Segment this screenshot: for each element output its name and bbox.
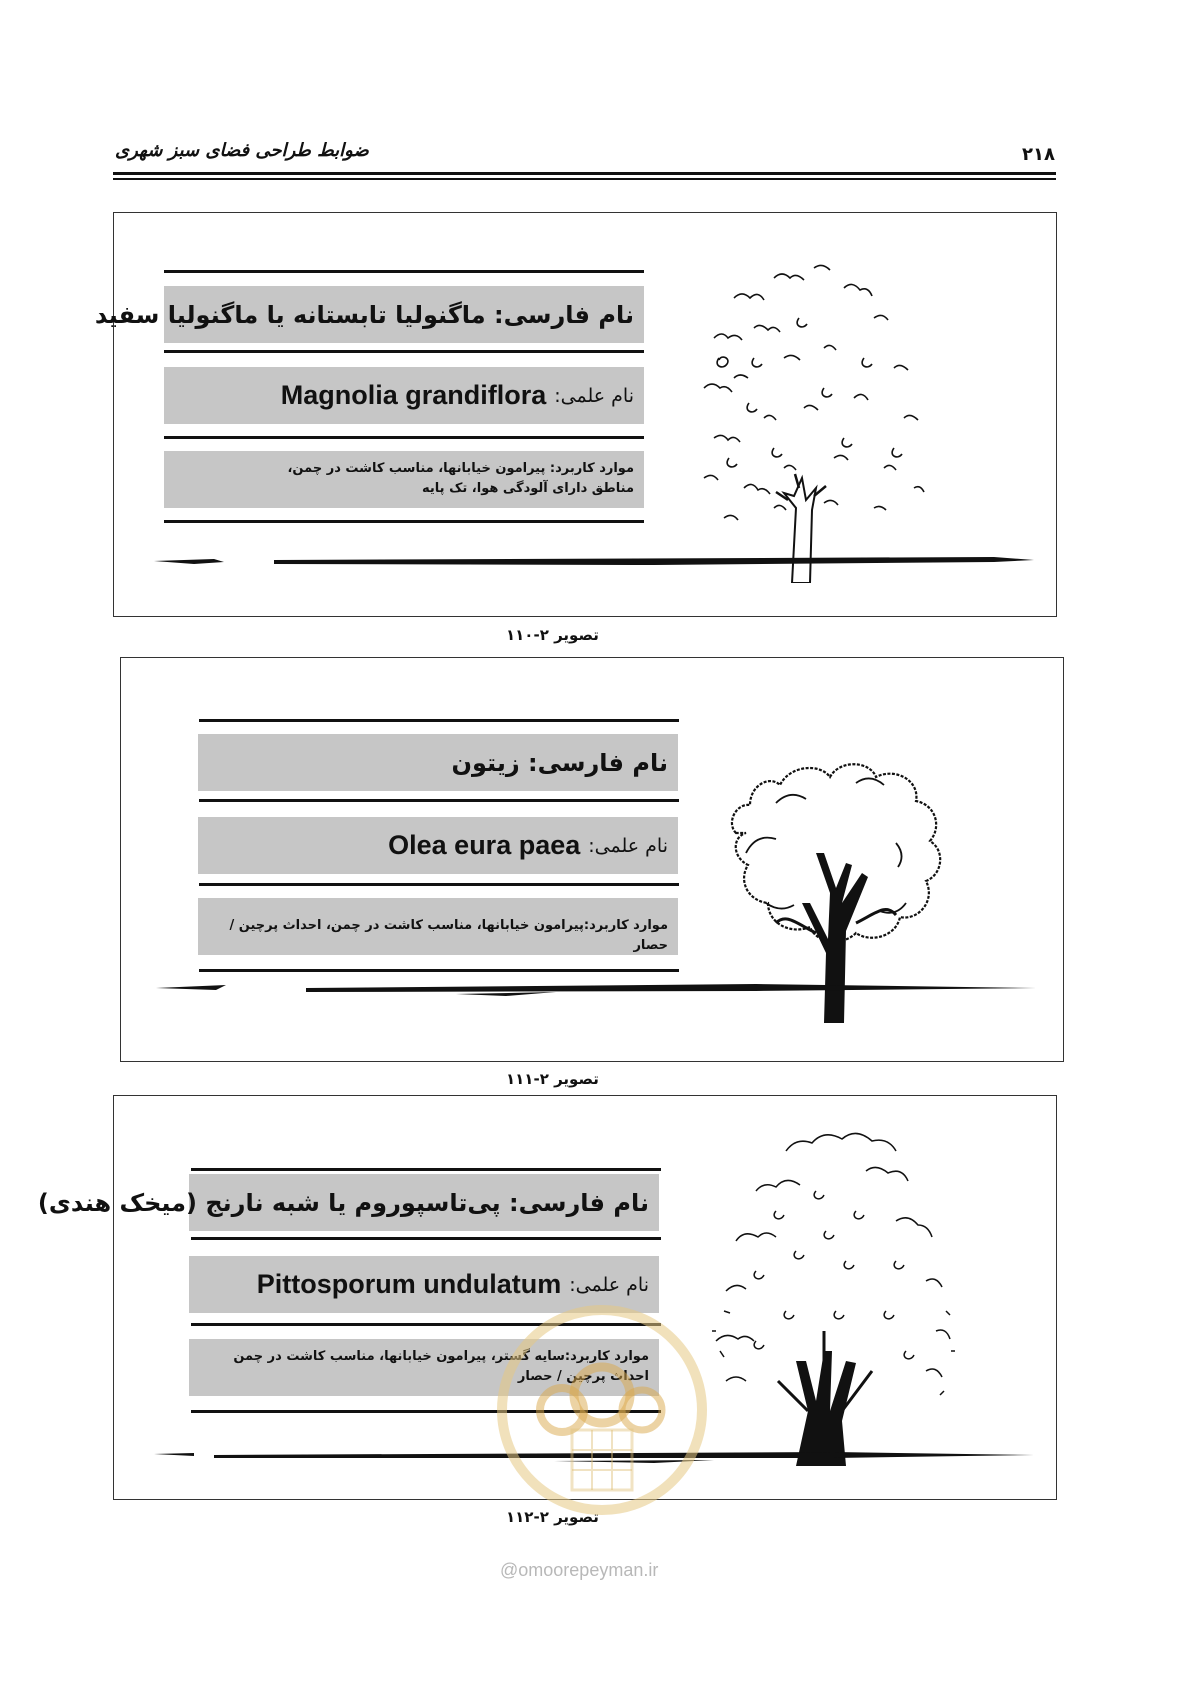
header-rule-thin xyxy=(113,178,1056,180)
header-rule xyxy=(113,172,1056,175)
persian-name-label: نام فارسی: xyxy=(494,300,634,329)
watermark-stamp xyxy=(492,1300,712,1520)
rule xyxy=(199,883,679,886)
magnolia-tree-illustration xyxy=(674,238,944,583)
persian-name-label: نام فارسی: xyxy=(509,1188,649,1217)
pittosporum-tree-illustration xyxy=(696,1111,976,1466)
persian-name-box xyxy=(94,286,644,343)
watermark-url: @omoorepeyman.ir xyxy=(500,1560,659,1580)
usage-box xyxy=(164,451,644,508)
persian-name-value: زیتون xyxy=(451,748,520,777)
usage-line: مناطق دارای آلودگی هوا، تک پایه xyxy=(422,481,634,496)
rule xyxy=(164,436,644,439)
figure-panel-olive xyxy=(120,657,1064,1062)
rule xyxy=(199,799,679,802)
rule xyxy=(199,969,679,972)
olive-tree-illustration xyxy=(706,703,981,1023)
scientific-name-value: Olea eura paea xyxy=(388,830,581,860)
rule xyxy=(191,1168,661,1171)
rule xyxy=(164,270,644,273)
figure-caption: تصویر ۲-۱۱۰ xyxy=(506,626,599,644)
persian-name-value: پی‌تاسپوروم یا شبه نارنج (میخک هندی) xyxy=(37,1188,501,1217)
figure-caption: تصویر ۲-۱۱۱ xyxy=(506,1070,599,1088)
rule xyxy=(164,520,644,523)
running-header-title: ضوابط طراحی فضای سبز شهری xyxy=(115,140,369,161)
usage-line: موارد کاربرد: پیرامون خیابانها، مناسب کاشت در چمن، xyxy=(287,461,634,476)
usage-box xyxy=(198,898,678,955)
scientific-name-label: نام علمی: xyxy=(569,1273,649,1296)
usage-line: احداث پرچین / حصار xyxy=(517,1369,649,1384)
persian-name-label: نام فارسی: xyxy=(528,748,668,777)
persian-name-box xyxy=(198,734,678,791)
scientific-name-box xyxy=(198,817,678,874)
scientific-name-value: Magnolia grandiflora xyxy=(280,380,547,410)
usage-line: موارد کاربرد:سایه گستر، پیرامون خیابانها، مناسب کاشت در چمن xyxy=(233,1349,649,1364)
rule xyxy=(191,1237,661,1240)
scientific-name-value: Pittosporum undulatum xyxy=(256,1269,562,1299)
page-number: ۲۱۸ xyxy=(1022,144,1055,165)
figure-panel-magnolia xyxy=(94,212,1057,617)
persian-name-value: ماگنولیا تابستانه یا ماگنولیا سفید xyxy=(94,300,486,329)
scientific-name-label: نام علمی: xyxy=(554,384,634,407)
rule xyxy=(164,350,644,353)
figure-caption: تصویر ۲-۱۱۲ xyxy=(506,1508,599,1526)
rule xyxy=(199,719,679,722)
usage-line: موارد کاربرد:پیرامون خیابانها، مناسب کاشت در چمن، احداث پرچین / حصار xyxy=(229,918,668,953)
scientific-name-box xyxy=(164,367,644,424)
ground-stroke xyxy=(156,976,1036,998)
scientific-name-label: نام علمی: xyxy=(588,834,668,857)
ground-stroke xyxy=(154,553,1034,571)
persian-name-box xyxy=(37,1174,659,1231)
